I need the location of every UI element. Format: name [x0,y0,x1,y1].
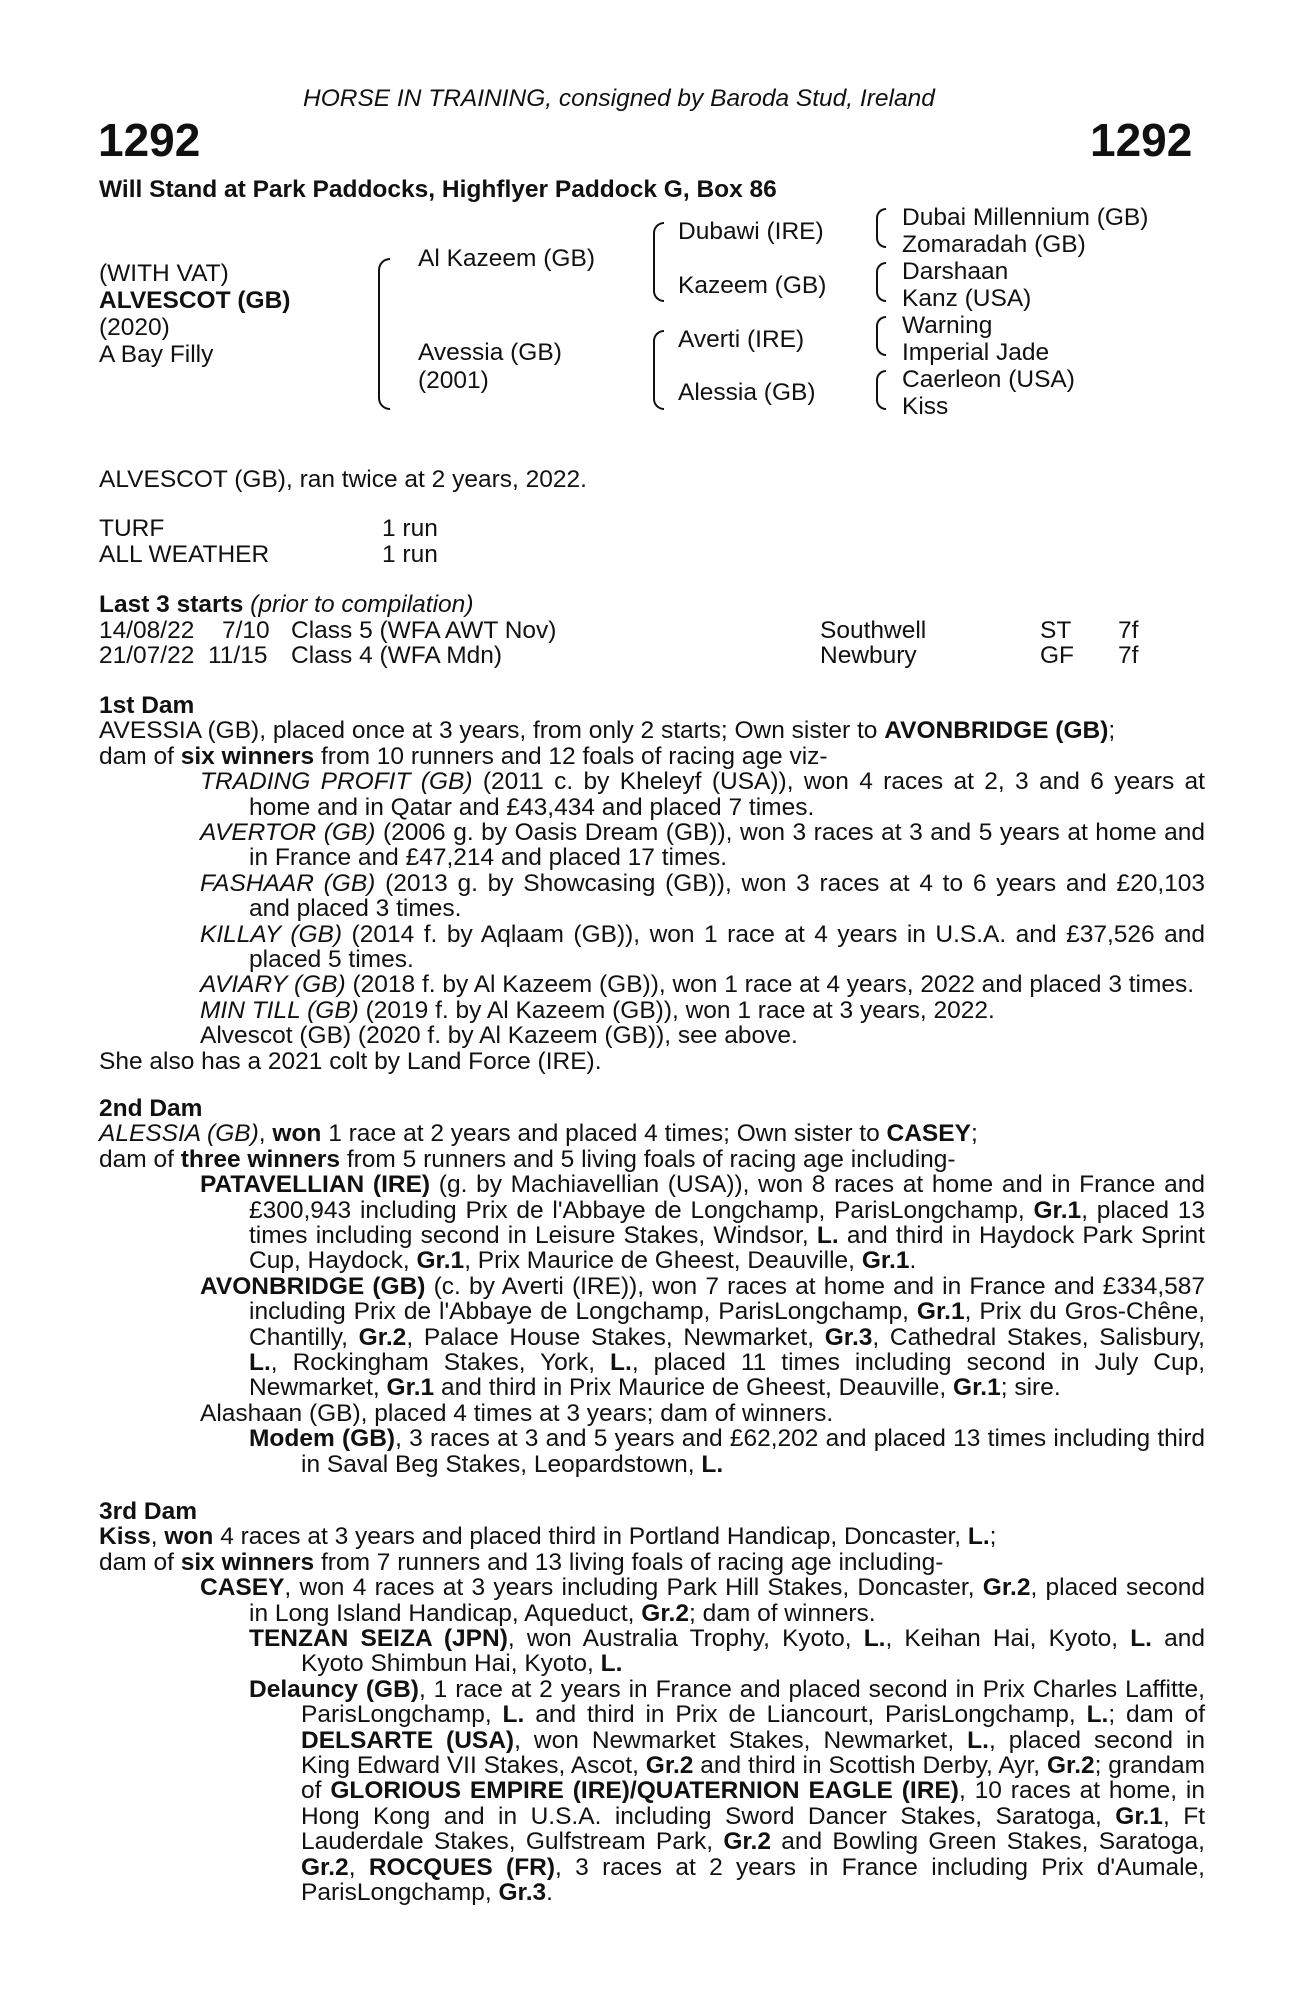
pedigree-sd: Kazeem (GB) [678,272,827,299]
surface-turf-label: TURF [99,515,165,542]
pedigree-dds: Caerleon (USA) [902,366,1075,393]
stand-location: Will Stand at Park Paddocks, Highflyer Paddock G, Box 86 [99,176,777,203]
pedigree-brace-dam [653,330,664,410]
horse-description: A Bay Filly [99,341,214,368]
third-dam-line: Kiss, won 4 races at 3 years and placed third in Portland Handicap, Doncaster, L.; [99,1523,997,1551]
produce-entry: MIN TILL (GB) (2019 f. by Al Kazeem (GB)), won 1 race at 3 years, 2022. [200,996,995,1024]
first-dam-produce-line: dam of six winners from 10 runners and 12 foals of racing age viz- [99,742,828,770]
pedigree-brace-sd [876,262,886,302]
pedigree-ssd: Zomaradah (GB) [902,231,1086,258]
horse-year: (2020) [99,314,170,341]
second-dam-line: ALESSIA (GB), won 1 race at 2 years and placed 4 times; Own sister to CASEY; [99,1120,978,1148]
grandproduce-entry: Delauncy (GB), 1 race at 2 years in France and placed second in Prix Charles Laffitte, ParisLongchamp, L. and third in Prix de Liancourt, ParisLongchamp, L.; dam of DELSARTE (USA), won Newmarket Stakes, Newmarket, L., placed second in King Edward VII Stakes, Ascot, Gr.2 and third in Scottish Derby, Ayr, Gr.2; grandam of GLORIOUS EMPIRE (IRE)/QUATERNION EAGLE (IRE), 10 races at home, in Hong Kong and in U.S.A. including Sword Dancer Stakes, Saratoga, Gr.1, Ft Lauderdale Stakes, Gulfstream Park, Gr.2 and Bowling Green Stakes, Saratoga, Gr.2, ROCQUES (FR), 3 races at 2 years in France including Prix d'Aumale, ParisLongchamp, Gr.3. [249,1675,1206,1907]
produce-entry: FASHAAR (GB) (2013 g. by Showcasing (GB)), won 3 races at 4 to 6 years and £20,103 and placed 3 times. [200,869,1206,923]
last-starts-title: Last 3 starts [99,591,244,618]
pedigree-dd: Alessia (GB) [678,379,816,406]
start-race: Class 4 (WFA Mdn) [291,642,503,669]
pedigree-ds: Averti (IRE) [678,326,805,353]
pedigree-dam: Avessia (GB) [418,339,562,366]
pedigree-dss: Warning [902,312,993,339]
start-date: 14/08/22 [99,617,195,644]
produce-entry: KILLAY (GB) (2014 f. by Aqlaam (GB)), won 1 race at 4 years in U.S.A. and £37,526 and placed 5 times. [200,920,1206,974]
last-starts-note: (prior to compilation) [250,591,474,618]
pedigree-dam-year: (2001) [418,367,489,394]
lot-number-right: 1292 [1090,114,1193,166]
surface-aw-runs: 1 run [382,541,438,568]
start-date: 21/07/22 [99,642,195,669]
pedigree-brace-ds [876,316,886,356]
produce-entry: CASEY, won 4 races at 3 years including Park Hill Stakes, Doncaster, Gr.2, placed second in Long Island Handicap, Aqueduct, Gr.2; dam of winners. [200,1574,1206,1627]
start-position: 7/10 [222,617,270,644]
produce-entry: AVONBRIDGE (GB) (c. by Averti (IRE)), won 7 races at home and in France and £334,587 including Prix de l'Abbaye de Longchamp, ParisLongchamp, Gr.1, Prix du Gros-Chêne, Chantilly, Gr.2, Palace House Stakes, Newmarket, Gr.3, Cathedral Stakes, Salisbury, L., Rockingham Stakes, York, L., placed 11 times including second in July Cup, Newmarket, Gr.1 and third in Prix Maurice de Gheest, Deauville, Gr.1; sire. [200,1272,1206,1402]
second-dam-heading: 2nd Dam [99,1095,203,1122]
consignor-line: HORSE IN TRAINING, consigned by Baroda Stud, Ireland [303,85,935,112]
third-dam-heading: 3rd Dam [99,1498,198,1525]
produce-entry: AVERTOR (GB) (2006 g. by Oasis Dream (GB)), won 3 races at 3 and 5 years at home and in France and £47,214 and placed 17 times. [200,819,1205,872]
start-course: Newbury [820,642,917,669]
race-summary: ALVESCOT (GB), ran twice at 2 years, 2022. [99,466,587,493]
pedigree-brace-ss [876,208,886,248]
surface-aw-label: ALL WEATHER [99,541,270,568]
lot-number-left: 1292 [98,114,201,166]
horse-name: ALVESCOT (GB) [99,287,291,314]
pedigree-sdd: Kanz (USA) [902,285,1032,312]
vat-label: (WITH VAT) [99,260,229,287]
grandproduce-entry: Modem (GB), 3 races at 3 and 5 years and £62,202 and placed 13 times including third in Saval Beg Stakes, Leopardstown, L. [249,1425,1206,1478]
pedigree-brace-dd [876,370,886,410]
first-dam-section [99,693,1205,1074]
pedigree-sds: Darshaan [902,258,1009,285]
grandproduce-entry: TENZAN SEIZA (JPN), won Australia Trophy, Kyoto, L., Keihan Hai, Kyoto, L. and Kyoto Shimbun Hai, Kyoto, L. [249,1625,1205,1678]
pedigree-ss: Dubawi (IRE) [678,218,824,245]
start-going: ST [1040,617,1072,644]
pedigree-ddd: Kiss [902,393,949,420]
produce-entry: PATAVELLIAN (IRE) (g. by Machiavellian (USA)), won 8 races at home and in France and £300,943 including Prix de l'Abbaye de Longchamp, ParisLongchamp, Gr.1, placed 13 times including second in Leisure Stakes, Windsor, L. and third in Haydock Park Sprint Cup, Haydock, Gr.1, Prix Maurice de Gheest, Deauville, Gr.1. [200,1171,1205,1275]
produce-entry: TRADING PROFIT (GB) (2011 c. by Kheleyf (USA)), won 4 races at 2, 3 and 6 years at home and in Qatar and £43,434 and placed 7 times. [200,768,1205,821]
pedigree-dsd: Imperial Jade [902,339,1050,366]
first-dam-line: AVESSIA (GB), placed once at 3 years, from only 2 starts; Own sister to AVONBRIDGE (GB); [99,717,1116,745]
start-position: 11/15 [208,642,268,669]
surface-turf-runs: 1 run [382,515,438,542]
produce-entry: Alashaan (GB), placed 4 times at 3 years; dam of winners. [200,1399,834,1427]
second-dam-produce-line: dam of three winners from 5 runners and 5 living foals of racing age including- [99,1145,956,1173]
start-race: Class 5 (WFA AWT Nov) [291,617,557,644]
first-dam-note: She also has a 2021 colt by Land Force (IRE). [99,1047,602,1075]
pedigree-sire: Al Kazeem (GB) [418,245,595,272]
first-dam-heading: 1st Dam [99,692,195,719]
third-dam-section [99,1499,1205,1906]
last-starts-heading [99,592,473,617]
third-dam-produce-line: dam of six winners from 7 runners and 13 living foals of racing age including- [99,1548,944,1576]
start-distance: 7f [1118,617,1139,644]
start-going: GF [1040,642,1075,669]
pedigree-brace-sire [653,222,664,302]
start-course: Southwell [820,617,927,644]
start-distance: 7f [1118,642,1139,669]
pedigree-brace-main [378,258,390,410]
produce-entry: AVIARY (GB) (2018 f. by Al Kazeem (GB)), won 1 race at 4 years, 2022 and placed 3 times. [200,971,1195,999]
pedigree-sss: Dubai Millennium (GB) [902,204,1149,231]
produce-entry: Alvescot (GB) (2020 f. by Al Kazeem (GB)), see above. [200,1022,798,1050]
second-dam-section [99,1096,1205,1477]
